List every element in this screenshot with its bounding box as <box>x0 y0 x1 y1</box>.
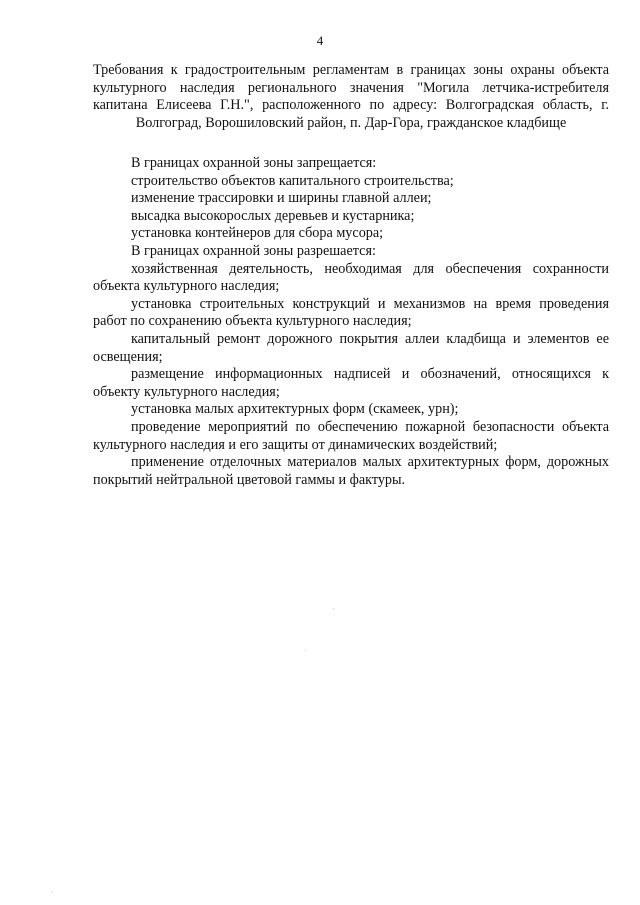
paragraph-prohibited-item: изменение трассировки и ширины главной аллеи; <box>131 190 432 207</box>
page-number: 4 <box>316 33 324 48</box>
paragraph-allowed-heading: В границах охранной зоны разрешается: <box>131 242 376 259</box>
paragraph-allowed-item: хозяйственная деятельность, необходимая для обеспечения сохранности объекта культурного наследия; <box>93 260 609 295</box>
document-body <box>93 155 609 489</box>
paragraph-allowed-item: установка строительных конструкций и механизмов на время проведения работ по сохранению объекта культурного наследия; <box>93 295 609 330</box>
paragraph-prohibited-item: установка контейнеров для сбора мусора; <box>131 225 384 242</box>
paragraph-allowed-item: размещение информационных надписей и обозначений, относящихся к объекту культурного наследия; <box>93 366 609 400</box>
paragraph-allowed-item: применение отделочных материалов малых архитектурных форм, дорожных покрытий нейтральной цветовой гаммы и фактуры. <box>93 454 609 488</box>
scan-speck <box>52 892 53 893</box>
scan-speck <box>333 608 334 609</box>
paragraph-prohibited-item: строительство объектов капитального строительства; <box>131 172 454 189</box>
paragraph-allowed-item: проведение мероприятий по обеспечению пожарной безопасности объекта культурного наследия и его защиты от динамических воздействий; <box>93 418 609 453</box>
paragraph-prohibited-heading: В границах охранной зоны запрещается: <box>131 155 377 171</box>
scan-speck <box>305 650 306 651</box>
paragraph-allowed-item: установка малых архитектурных форм (скамеек, урн); <box>131 401 459 418</box>
paragraph-prohibited-item: высадка высокорослых деревьев и кустарника; <box>131 207 415 224</box>
document-title: Требования к градостроительным регламентам в границах зоны охраны объекта культурного наследия регионального значения "Могила летчика-истребителя капитана Елисеева Г.Н.", расположенного по адресу: Волгоградская область, г. Волгоград, Ворошиловский район, п. Дар-Гора, гражданское кладбище <box>93 62 609 131</box>
paragraph-allowed-item: капитальный ремонт дорожного покрытия аллеи кладбища и элементов ее освещения; <box>93 330 609 365</box>
